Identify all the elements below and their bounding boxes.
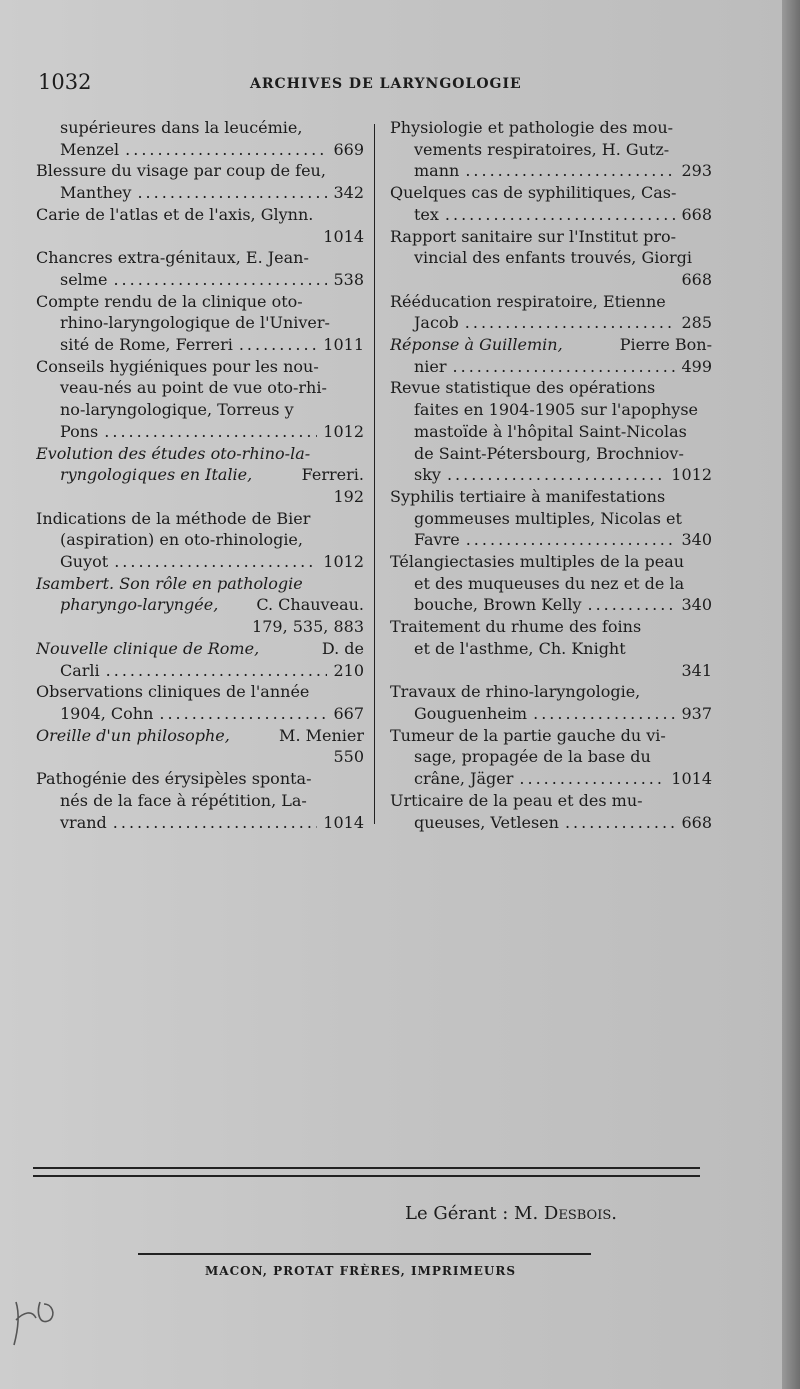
index-line bbox=[390, 768, 712, 790]
entry-text: ryngologiques en Italie, bbox=[60, 465, 253, 485]
entry-author: C. Chauveau. bbox=[251, 595, 364, 615]
index-line bbox=[390, 399, 712, 421]
entry-text: et des muqueuses du nez et de la bbox=[414, 573, 685, 593]
entry-text: nier bbox=[414, 356, 447, 376]
index-line bbox=[390, 312, 712, 334]
index-line bbox=[390, 226, 712, 248]
entry-text: Télangiectasies multiples de la peau bbox=[390, 552, 685, 572]
index-line bbox=[36, 594, 364, 616]
gerant-prefix: Le Gérant : M. bbox=[405, 1203, 539, 1224]
dot-leader bbox=[113, 269, 327, 291]
entry-text: veau-nés au point de vue oto-rhi- bbox=[60, 378, 327, 398]
index-line bbox=[390, 573, 712, 595]
page-reference: 210 bbox=[333, 660, 364, 680]
index-line bbox=[36, 812, 364, 834]
index-line bbox=[36, 486, 364, 508]
dot-leader bbox=[465, 160, 675, 182]
index-line bbox=[390, 377, 712, 399]
page-reference: 1014 bbox=[671, 769, 712, 789]
index-line bbox=[390, 529, 712, 551]
entry-text: Evolution des études oto-rhino-la- bbox=[36, 443, 311, 463]
index-line bbox=[390, 790, 712, 812]
dot-leader bbox=[159, 703, 327, 725]
dot-leader bbox=[465, 312, 676, 334]
entry-author: Pierre Bon- bbox=[614, 335, 712, 355]
index-line bbox=[390, 508, 712, 530]
entry-author: D. de bbox=[316, 638, 364, 658]
double-rule bbox=[33, 1167, 700, 1177]
entry-text: Observations cliniques de l'année bbox=[36, 682, 310, 702]
page-reference: 1012 bbox=[323, 421, 364, 441]
entry-text: Menzel bbox=[60, 139, 120, 159]
entry-reponse-guillemin bbox=[390, 334, 712, 377]
entry-text: Nouvelle clinique de Rome, bbox=[36, 638, 260, 658]
entry-text: queuses, Vetlesen bbox=[414, 812, 559, 832]
page-reference: 192 bbox=[333, 486, 364, 506]
index-line bbox=[36, 312, 364, 334]
page-reference: 937 bbox=[681, 703, 712, 723]
entry-text: Carli bbox=[60, 660, 100, 680]
imprint-rule bbox=[138, 1253, 591, 1255]
index-line bbox=[36, 139, 364, 161]
entry-text: tex bbox=[414, 204, 439, 224]
page-reference: 1012 bbox=[671, 465, 712, 485]
entry-text: Blessure du visage par coup de feu, bbox=[36, 161, 326, 181]
entry-text: Tumeur de la partie gauche du vi- bbox=[390, 725, 666, 745]
index-line bbox=[390, 638, 712, 660]
book-spine-shadow bbox=[782, 0, 800, 1389]
index-line bbox=[390, 291, 712, 313]
index-line bbox=[390, 551, 712, 573]
page-reference: 1014 bbox=[323, 226, 364, 246]
entry-text: Favre bbox=[414, 530, 460, 550]
index-line bbox=[36, 725, 364, 747]
dot-leader bbox=[113, 812, 318, 834]
entry-text: Rapport sanitaire sur l'Institut pro- bbox=[390, 226, 677, 246]
dot-leader bbox=[106, 660, 328, 682]
entry-telangiectasies bbox=[390, 551, 712, 616]
entry-text: Pons bbox=[60, 421, 99, 441]
index-line bbox=[36, 573, 364, 595]
dot-leader bbox=[587, 594, 675, 616]
entry-text: mastoïde à l'hôpital Saint-Nicolas bbox=[414, 421, 687, 441]
dot-leader bbox=[137, 182, 327, 204]
entry-text: Revue statistique des opérations bbox=[390, 378, 656, 398]
index-line bbox=[36, 291, 364, 313]
index-line bbox=[36, 182, 364, 204]
entry-text: mann bbox=[414, 161, 460, 181]
index-line bbox=[390, 269, 712, 291]
page-reference: 668 bbox=[681, 812, 712, 832]
handwritten-margin-mark bbox=[6, 1290, 66, 1360]
entry-text: gommeuses multiples, Nicolas et bbox=[414, 508, 682, 528]
index-line bbox=[36, 508, 364, 530]
index-line bbox=[390, 204, 712, 226]
entry-nouvelle-clinique bbox=[36, 638, 364, 681]
entry-text: Manthey bbox=[60, 183, 132, 203]
entry-text: rhino-laryngologique de l'Univer- bbox=[60, 313, 330, 333]
entry-text: Réponse à Guillemin, bbox=[390, 335, 563, 355]
index-column-left bbox=[36, 117, 364, 833]
entry-text: sage, propagée de la base du bbox=[414, 747, 651, 767]
entry-text: nés de la face à répétition, La- bbox=[60, 790, 307, 810]
index-line bbox=[36, 790, 364, 812]
entry-text: Isambert. Son rôle en pathologie bbox=[36, 573, 303, 593]
entry-text: Oreille d'un philosophe, bbox=[36, 725, 230, 745]
entry-text: de Saint-Pétersbourg, Brochniov- bbox=[414, 443, 684, 463]
entry-text: Syphilis tertiaire à manifestations bbox=[390, 486, 666, 506]
entry-text: Compte rendu de la clinique oto- bbox=[36, 291, 303, 311]
index-line bbox=[390, 681, 712, 703]
index-line bbox=[36, 443, 364, 465]
entry-text: bouche, Brown Kelly bbox=[414, 595, 582, 615]
entry-pathogenie bbox=[36, 768, 364, 833]
page-reference: 341 bbox=[681, 660, 712, 680]
entry-isambert bbox=[36, 573, 364, 638]
entry-text: Pathogénie des érysipèles sponta- bbox=[36, 769, 312, 789]
dot-leader bbox=[453, 356, 676, 378]
entry-text: Conseils hygiéniques pour les nou- bbox=[36, 356, 319, 376]
index-line bbox=[36, 703, 364, 725]
index-line bbox=[390, 725, 712, 747]
page-reference: 1011 bbox=[323, 335, 364, 355]
page-reference: 340 bbox=[681, 595, 712, 615]
index-line bbox=[390, 247, 712, 269]
entry-blessure bbox=[36, 160, 364, 203]
page-reference: 1014 bbox=[323, 812, 364, 832]
index-line bbox=[36, 681, 364, 703]
entry-text: Jacob bbox=[414, 313, 459, 333]
index-line bbox=[390, 421, 712, 443]
index-line bbox=[390, 812, 712, 834]
page-reference: 669 bbox=[333, 139, 364, 159]
entry-traitement bbox=[390, 616, 712, 681]
index-line bbox=[36, 638, 364, 660]
entry-compte-rendu bbox=[36, 291, 364, 356]
index-line bbox=[36, 160, 364, 182]
entry-author: M. Menier bbox=[273, 725, 364, 745]
entry-oreille bbox=[36, 725, 364, 768]
entry-text: Quelques cas de syphilitiques, Cas- bbox=[390, 183, 677, 203]
index-line bbox=[36, 768, 364, 790]
page-reference: 538 bbox=[333, 269, 364, 289]
entry-evolution bbox=[36, 443, 364, 508]
entry-text: faites en 1904-1905 sur l'apophyse bbox=[414, 400, 699, 420]
index-line bbox=[36, 529, 364, 551]
index-line bbox=[36, 247, 364, 269]
dot-leader bbox=[519, 768, 665, 790]
index-line bbox=[390, 160, 712, 182]
entry-text: 1904, Cohn bbox=[60, 703, 154, 723]
page-reference: 179, 535, 883 bbox=[252, 617, 364, 637]
entry-text: (aspiration) en oto-rhinologie, bbox=[60, 530, 303, 550]
index-line bbox=[36, 616, 364, 638]
page-reference: 668 bbox=[681, 269, 712, 289]
index-line bbox=[390, 334, 712, 356]
page-reference: 340 bbox=[681, 530, 712, 550]
index-line bbox=[36, 464, 364, 486]
entry-text: vincial des enfants trouvés, Giorgi bbox=[414, 248, 692, 268]
gerant-signature-line bbox=[405, 1203, 617, 1224]
entry-carie bbox=[36, 204, 364, 247]
index-line bbox=[390, 616, 712, 638]
entry-text: Traitement du rhume des foins bbox=[390, 617, 642, 637]
entry-text: no-laryngologique, Torreus y bbox=[60, 400, 294, 420]
entry-chancres bbox=[36, 247, 364, 290]
entry-syphilitiques bbox=[390, 182, 712, 225]
index-line bbox=[36, 204, 364, 226]
printer-imprint: MACON, PROTAT FRÈRES, IMPRIMEURS bbox=[205, 1264, 517, 1278]
index-line bbox=[36, 226, 364, 248]
entry-observations bbox=[36, 681, 364, 724]
entry-rapport-sanitaire bbox=[390, 226, 712, 291]
entry-indications bbox=[36, 508, 364, 573]
index-line bbox=[390, 117, 712, 139]
entry-text: Indications de la méthode de Bier bbox=[36, 508, 311, 528]
page-reference: 550 bbox=[333, 747, 364, 767]
index-line bbox=[36, 334, 364, 356]
index-line bbox=[390, 660, 712, 682]
entry-reeducation bbox=[390, 291, 712, 334]
index-line bbox=[390, 139, 712, 161]
dot-leader bbox=[239, 334, 317, 356]
entry-text: sité de Rome, Ferreri bbox=[60, 335, 233, 355]
page-reference: 342 bbox=[333, 183, 364, 203]
entry-text: Carie de l'atlas et de l'axis, Glynn. bbox=[36, 204, 314, 224]
entry-text: et de l'asthme, Ch. Knight bbox=[414, 638, 626, 658]
page-reference: 499 bbox=[681, 356, 712, 376]
dot-leader bbox=[447, 464, 665, 486]
page-reference: 285 bbox=[681, 313, 712, 333]
index-line bbox=[36, 551, 364, 573]
index-line bbox=[390, 182, 712, 204]
entry-text: Guyot bbox=[60, 552, 109, 572]
entry-text: crâne, Jäger bbox=[414, 769, 514, 789]
entry-physiologie bbox=[390, 117, 712, 182]
entry-tumeur bbox=[390, 725, 712, 790]
entry-text: Urticaire de la peau et des mu- bbox=[390, 790, 643, 810]
entry-text: Rééducation respiratoire, Etienne bbox=[390, 291, 666, 311]
page-reference: 668 bbox=[681, 204, 712, 224]
gerant-name: Desbois bbox=[543, 1203, 612, 1224]
entry-text: supérieures dans la leucémie, bbox=[60, 118, 303, 137]
journal-title: ARCHIVES DE LARYNGOLOGIE bbox=[250, 76, 522, 92]
index-line bbox=[36, 356, 364, 378]
entry-text: Chancres extra-génitaux, E. Jean- bbox=[36, 248, 309, 268]
dot-leader bbox=[104, 421, 317, 443]
index-line bbox=[390, 464, 712, 486]
dot-leader bbox=[125, 139, 327, 161]
page-reference: 667 bbox=[333, 703, 364, 723]
gerant-suffix: . bbox=[611, 1203, 617, 1224]
dot-leader bbox=[445, 204, 676, 226]
index-line bbox=[390, 703, 712, 725]
index-line bbox=[36, 117, 364, 139]
entry-syphilis-tertiaire bbox=[390, 486, 712, 551]
entry-conseils bbox=[36, 356, 364, 443]
page-number: 1032 bbox=[38, 70, 92, 94]
index-line bbox=[390, 356, 712, 378]
index-line bbox=[36, 660, 364, 682]
index-line bbox=[390, 746, 712, 768]
entry-revue-statistique bbox=[390, 377, 712, 486]
dot-leader bbox=[114, 551, 317, 573]
index-line bbox=[36, 399, 364, 421]
page-reference: 1012 bbox=[323, 552, 364, 572]
entry-text: selme bbox=[60, 269, 108, 289]
dot-leader bbox=[466, 529, 676, 551]
entry-text: vements respiratoires, H. Gutz- bbox=[414, 139, 670, 159]
dot-leader bbox=[533, 703, 675, 725]
entry-text: pharyngo-laryngée, bbox=[60, 595, 219, 615]
index-line bbox=[36, 269, 364, 291]
running-head bbox=[38, 70, 718, 100]
entry-text: Travaux de rhino-laryngologie, bbox=[390, 682, 641, 702]
index-line bbox=[390, 594, 712, 616]
entry-travaux bbox=[390, 681, 712, 724]
column-divider bbox=[374, 124, 375, 824]
dot-leader bbox=[565, 812, 676, 834]
index-line bbox=[390, 486, 712, 508]
entry-text: sky bbox=[414, 465, 441, 485]
index-column-right bbox=[390, 117, 712, 833]
index-line bbox=[36, 421, 364, 443]
page-reference: 293 bbox=[681, 161, 712, 181]
entry-text: Physiologie et pathologie des mou- bbox=[390, 118, 674, 137]
index-line bbox=[36, 746, 364, 768]
entry-author: Ferreri. bbox=[296, 465, 364, 485]
entry-text: vrand bbox=[60, 812, 107, 832]
index-line bbox=[390, 443, 712, 465]
entry-urticaire bbox=[390, 790, 712, 833]
entry-leucemie bbox=[36, 117, 364, 160]
index-line bbox=[36, 377, 364, 399]
entry-text: Gouguenheim bbox=[414, 703, 528, 723]
